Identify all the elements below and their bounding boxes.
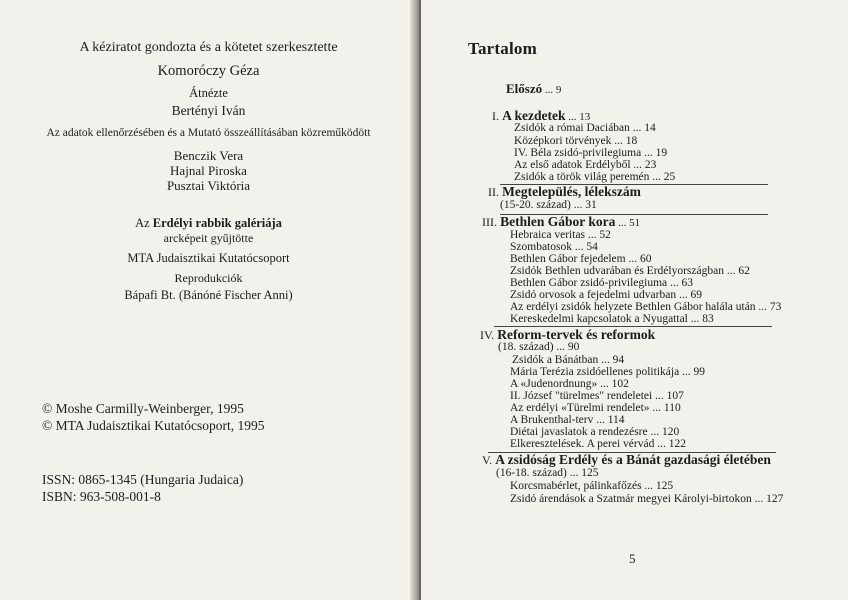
copyright-publisher: © MTA Judaisztikai Kutatócsoport, 1995 (42, 418, 265, 433)
foreword-page: ... 9 (542, 84, 562, 96)
chapter-title: Megtelepülés, lélekszám (502, 184, 641, 199)
toc-chapter-2 (488, 184, 641, 200)
toc-item: II. József "türelmes" rendeletei ... 107 (510, 390, 684, 402)
toc-item: Szombatosok ... 54 (510, 241, 598, 253)
reproductions-by: Bápafi Bt. (Bánóné Fischer Anni) (124, 288, 293, 302)
toc-item: Hebraica veritas ... 52 (510, 229, 611, 241)
toc-item: Bethlen Gábor zsidó-privilegiuma ... 63 (510, 277, 694, 289)
gallery-collected: arcképeit gyűjtötte (163, 231, 254, 245)
chapter-note: (18. század) ... 90 (498, 341, 580, 353)
chapter-title: Reform-tervek és reformok (497, 327, 656, 342)
toc-chapter-3 (482, 214, 640, 230)
toc-item: IV. Béla zsidó-privilegiuma ... 19 (514, 147, 668, 159)
toc-item: Középkori törvények ... 18 (514, 135, 638, 147)
toc-item: Zsidók a Bánátban ... 94 (512, 354, 625, 366)
editor-name: Komoróczy Géza (157, 63, 260, 79)
reviewer-name: Bertényi Iván (171, 103, 246, 118)
foreword-label: Előszó (506, 81, 543, 96)
toc-item: Zsidók a római Daciában ... 14 (514, 122, 656, 134)
toc-item: Zsidó árendások a Szatmár megyei Károlyi-birtokon ... 127 (510, 493, 784, 505)
issn: ISSN: 0865-1345 (Hungaria Judaica) (42, 472, 244, 487)
toc-item: Az erdélyi zsidók helyzete Bethlen Gábor halála után ... 73 (510, 301, 782, 313)
chapter-number: V. (482, 453, 493, 467)
contributor: Pusztai Viktória (166, 178, 251, 193)
chapter-number: IV. (480, 328, 495, 342)
toc-item: Bethlen Gábor fejedelem ... 60 (510, 253, 652, 265)
toc-title: Tartalom (468, 39, 537, 58)
chapter-number: II. (488, 185, 499, 199)
toc-item: Zsidó orvosok a fejedelmi udvarban ... 69 (510, 289, 702, 301)
chapter-page: ... 13 (565, 111, 591, 123)
toc-foreword (506, 81, 561, 97)
toc-item: Zsidók a török világ peremén ... 25 (514, 171, 676, 183)
toc-item: Elkeresztelések. A perei vérvád ... 122 (510, 438, 686, 450)
gallery-org: MTA Judaisztikai Kutatócsoport (127, 251, 290, 265)
checking-note: Az adatok ellenőrzésében és a Mutató összeállításában közreműködött (46, 127, 371, 139)
gallery-title: Erdélyi rabbik galériája (152, 216, 282, 230)
toc-item: A «Judenordnung» ... 102 (510, 378, 629, 390)
toc-item: A Brukenthal-terv ... 114 (510, 414, 625, 426)
chapter-title: A zsidóság Erdély és a Bánát gazdasági életében (495, 452, 771, 467)
chapter-page: ... 51 (615, 217, 641, 229)
chapter-number: I. (492, 109, 499, 123)
gallery-prefix: Az (135, 216, 150, 230)
contributor: Benczik Vera (173, 148, 244, 163)
reproductions-label: Reprodukciók (174, 271, 243, 285)
toc-item: Kereskedelmi kapcsolatok a Nyugattal ... 83 (510, 313, 714, 325)
toc-item: Diétai javaslatok a rendezésre ... 120 (510, 426, 680, 438)
copyright-author: © Moshe Carmilly-Weinberger, 1995 (42, 401, 244, 416)
toc-chapter-5 (482, 452, 771, 468)
chapter-title: Bethlen Gábor kora (500, 214, 616, 229)
left-page (0, 0, 417, 600)
credit-reviewed: Átnézte (189, 86, 228, 100)
page-number: 5 (629, 551, 636, 566)
chapter-note: (15-20. század) ... 31 (500, 199, 597, 211)
credit-edited: A kéziratot gondozta és a kötetet szerkesztette (79, 40, 338, 55)
toc-item: Az első adatok Erdélyből ... 23 (514, 159, 657, 171)
toc-item: Korcsmabérlet, pálinkafőzés ... 125 (510, 480, 674, 492)
chapter-number: III. (482, 215, 497, 229)
gallery-credit (0, 216, 417, 231)
isbn: ISBN: 963-508-001-8 (42, 489, 161, 504)
toc-item: Zsidók Bethlen udvarában és Erdélyországban ... 62 (510, 265, 750, 277)
toc-item: Mária Terézia zsidóellenes politikája ... 99 (510, 366, 706, 378)
contributor: Hajnal Piroska (170, 163, 247, 178)
toc-item: Az erdélyi «Türelmi rendelet» ... 110 (510, 402, 681, 414)
chapter-note: (16-18. század) ... 125 (496, 467, 599, 479)
chapter-title: A kezdetek (502, 108, 566, 123)
